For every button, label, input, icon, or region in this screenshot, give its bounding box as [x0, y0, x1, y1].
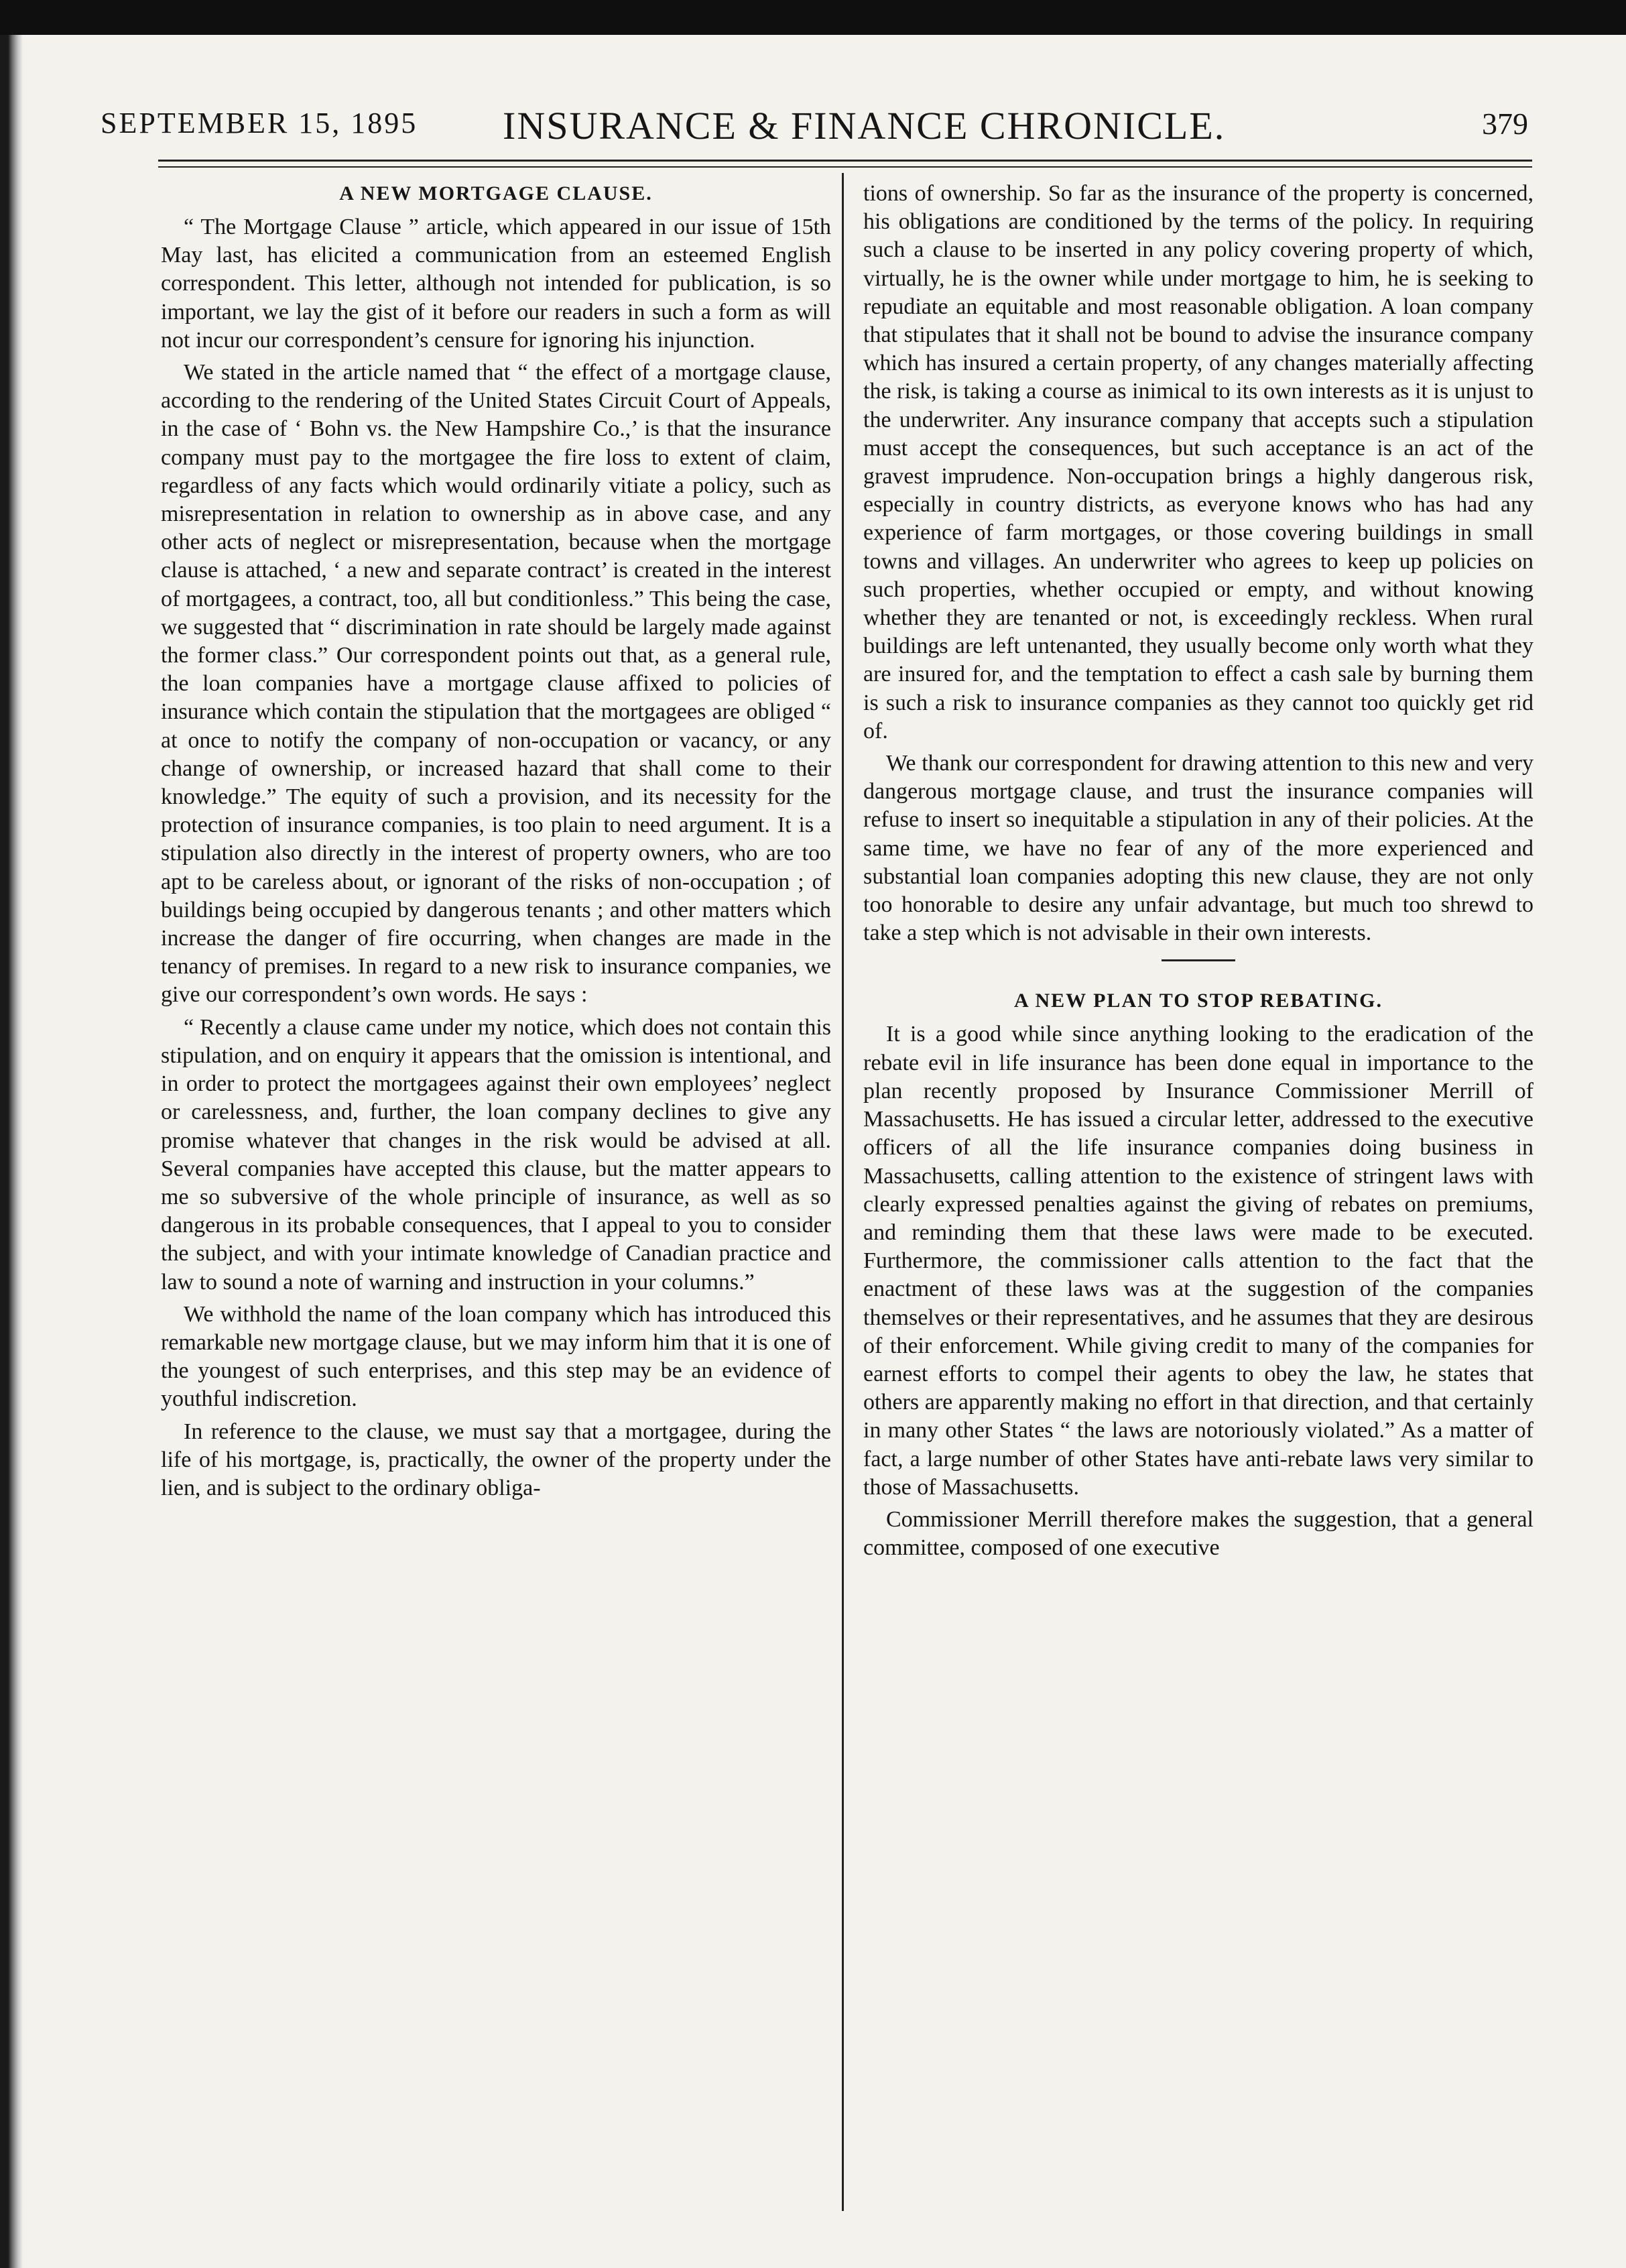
article-separator: [1162, 959, 1235, 961]
header-date: SEPTEMBER 15, 1895: [101, 107, 418, 139]
journal-title: INSURANCE & FINANCE CHRONICLE.: [503, 104, 1226, 147]
header-rule-bottom: [158, 166, 1532, 168]
article-heading-rebating: A NEW PLAN TO STOP REBATING.: [1013, 990, 1383, 1012]
article-paragraph: We stated in the article named that “ the effect of a mortgage clause, according to the rendering of the United States Circuit Court of Appeals, in the case of ‘ Bohn vs. the New Hampshire Co.,’ is that the insurance company must pay to the mortgagee the fire loss to extent of claim, regardless of any facts which would ordinarily vitiate a policy, such as misrepresentation in relation to ownership as in above case, and any other acts of neglect or misrepresentation, because when the mortgage clause is attached, ‘ a new and separate contract’ is created in the interest of mortgagees, a contract, too, all but conditionless.” This being the case, we suggested that “ discrimination in rate should be largely made against the former class.” Our correspondent points out that, as a general rule, the loan companies have a mortgage clause affixed to policies of insurance which contain the stipulation that the mortgagees are obliged “ at once to notify the company of non-occupation or vacancy, or any change of ownership, or increased hazard that shall come to their knowledge.” The equity of such a provision, and its necessity for the protection of insurance companies, is too plain to need argument. It is a stipulation also directly in the interest of property owners, who are too apt to be careless about, or ignorant of the risks of non-occupation ; of buildings being occupied by dangerous tenants ; and other matters which increase the danger of fire occurring, when changes are made in the tenancy of premises. In regard to a new risk to insurance companies, we give our correspondent’s own words. He says :: [161, 360, 831, 1008]
article-paragraph: In reference to the clause, we must say that a mortgagee, during the life of his mortgage, is, practically, the owner of the property under the lien, and is subject to the ordinary obliga-: [161, 1419, 831, 1500]
article-paragraph-continued: tions of ownership. So far as the insurance of the property is concerned, his obligations are conditioned by the terms of the policy. In requiring such a clause to be inserted in any policy covering property of which, virtually, he is the owner while under mortgage to him, he is seeking to repudiate an equitable and most reasonable obligation. A loan company that stipulates that it shall not be bound to advise the insurance company which has insured a certain property, of any changes materially affecting the risk, is taking a course as inimical to its own interests as it is unjust to the underwriter. Any insurance company that accepts such a stipulation must accept the consequences, but such acceptance is an act of the gravest imprudence. Non-occupation brings a highly dangerous risk, especially in country districts, as everyone knows who has had any experience of farm mortgages, or those covering buildings in small towns and villages. An underwriter who agrees to keep up policies on such properties, whether occupied or empty, and without knowing whether they are tenanted or not, is exceedingly reckless. When rural buildings are left untenanted, they usually become only worth what they are insured for, and the temptation to effect a cash sale by burning them is such a risk to insurance companies as they cannot too quickly get rid of.: [863, 181, 1534, 743]
column-divider: [842, 173, 844, 2211]
article-paragraph: Commissioner Merrill therefore makes the suggestion, that a general committee, composed of one executive: [863, 1506, 1534, 1561]
header-rule-top: [158, 160, 1532, 162]
page-number: 379: [1482, 107, 1528, 141]
right-column: [863, 180, 1534, 1566]
article-heading-mortgage-clause: A NEW MORTGAGE CLAUSE.: [339, 182, 653, 204]
article-paragraph: “ The Mortgage Clause ” article, which appeared in our issue of 15th May last, has elicited a communication from an esteemed English correspondent. This letter, although not intended for publication, is so important, we lay the gist of it before our readers in such a form as will not incur our correspondent’s censure for ignoring his injunction.: [161, 215, 831, 353]
article-paragraph: We thank our correspondent for drawing attention to this new and very dangerous mortgage clause, and trust the insurance companies will refuse to insert so inequitable a stipulation in any of their policies. At the same time, we have no fear of any of the more experienced and substantial loan companies adopting this new clause, they are not only too honorable to desire any unfair advantage, but much too shrewd to take a step which is not advisable in their own interests.: [863, 751, 1534, 946]
left-column: [161, 180, 831, 1506]
page-header: [101, 99, 1528, 153]
scan-top-border: [0, 0, 1626, 35]
article-paragraph: It is a good while since anything looking to the eradication of the rebate evil in life insurance has been done equal in importance to the plan recently proposed by Insurance Commissioner Merrill of Massachusetts. He has issued a circular letter, addressed to the executive officers of all the life insurance companies doing business in Massachusetts, calling attention to the existence of stringent laws with clearly expressed penalties against the giving of rebates on premiums, and reminding them that these laws were made to be executed. Furthermore, the commissioner calls attention to the fact that the enactment of these laws was at the suggestion of the companies themselves or their representatives, and he assumes that they are desirous of their enforcement. While giving credit to many of the companies for earnest efforts to compel their agents to obey the law, he states that others are apparently making no effort in that direction, and that certainly in many other States “ the laws are notoriously violated.” As a matter of fact, a large number of other States have anti-rebate laws very similar to those of Massachusetts.: [863, 1022, 1534, 1500]
quoted-letter-paragraph: “ Recently a clause came under my notice, which does not contain this stipulation, and on enquiry it appears that the omission is intentional, and in order to protect the mortgagees against their own employees’ neglect or carelessness, and, further, the loan company declines to give any promise whatever that changes in the risk would be advised at all. Several companies have accepted this clause, but the matter appears to me so subversive of the whole principle of insurance, as well as so dangerous in its probable consequences, that I appeal to you to consider the subject, and with your intimate knowledge of Canadian practice and law to sound a note of warning and instruction in your columns.”: [161, 1014, 831, 1295]
scan-binding-edge: [0, 35, 23, 2268]
article-paragraph: We withhold the name of the loan company which has introduced this remarkable new mortgage clause, but we may inform him that it is one of the youngest of such enterprises, and this step may be an evidence of youthful indiscretion.: [161, 1301, 831, 1412]
